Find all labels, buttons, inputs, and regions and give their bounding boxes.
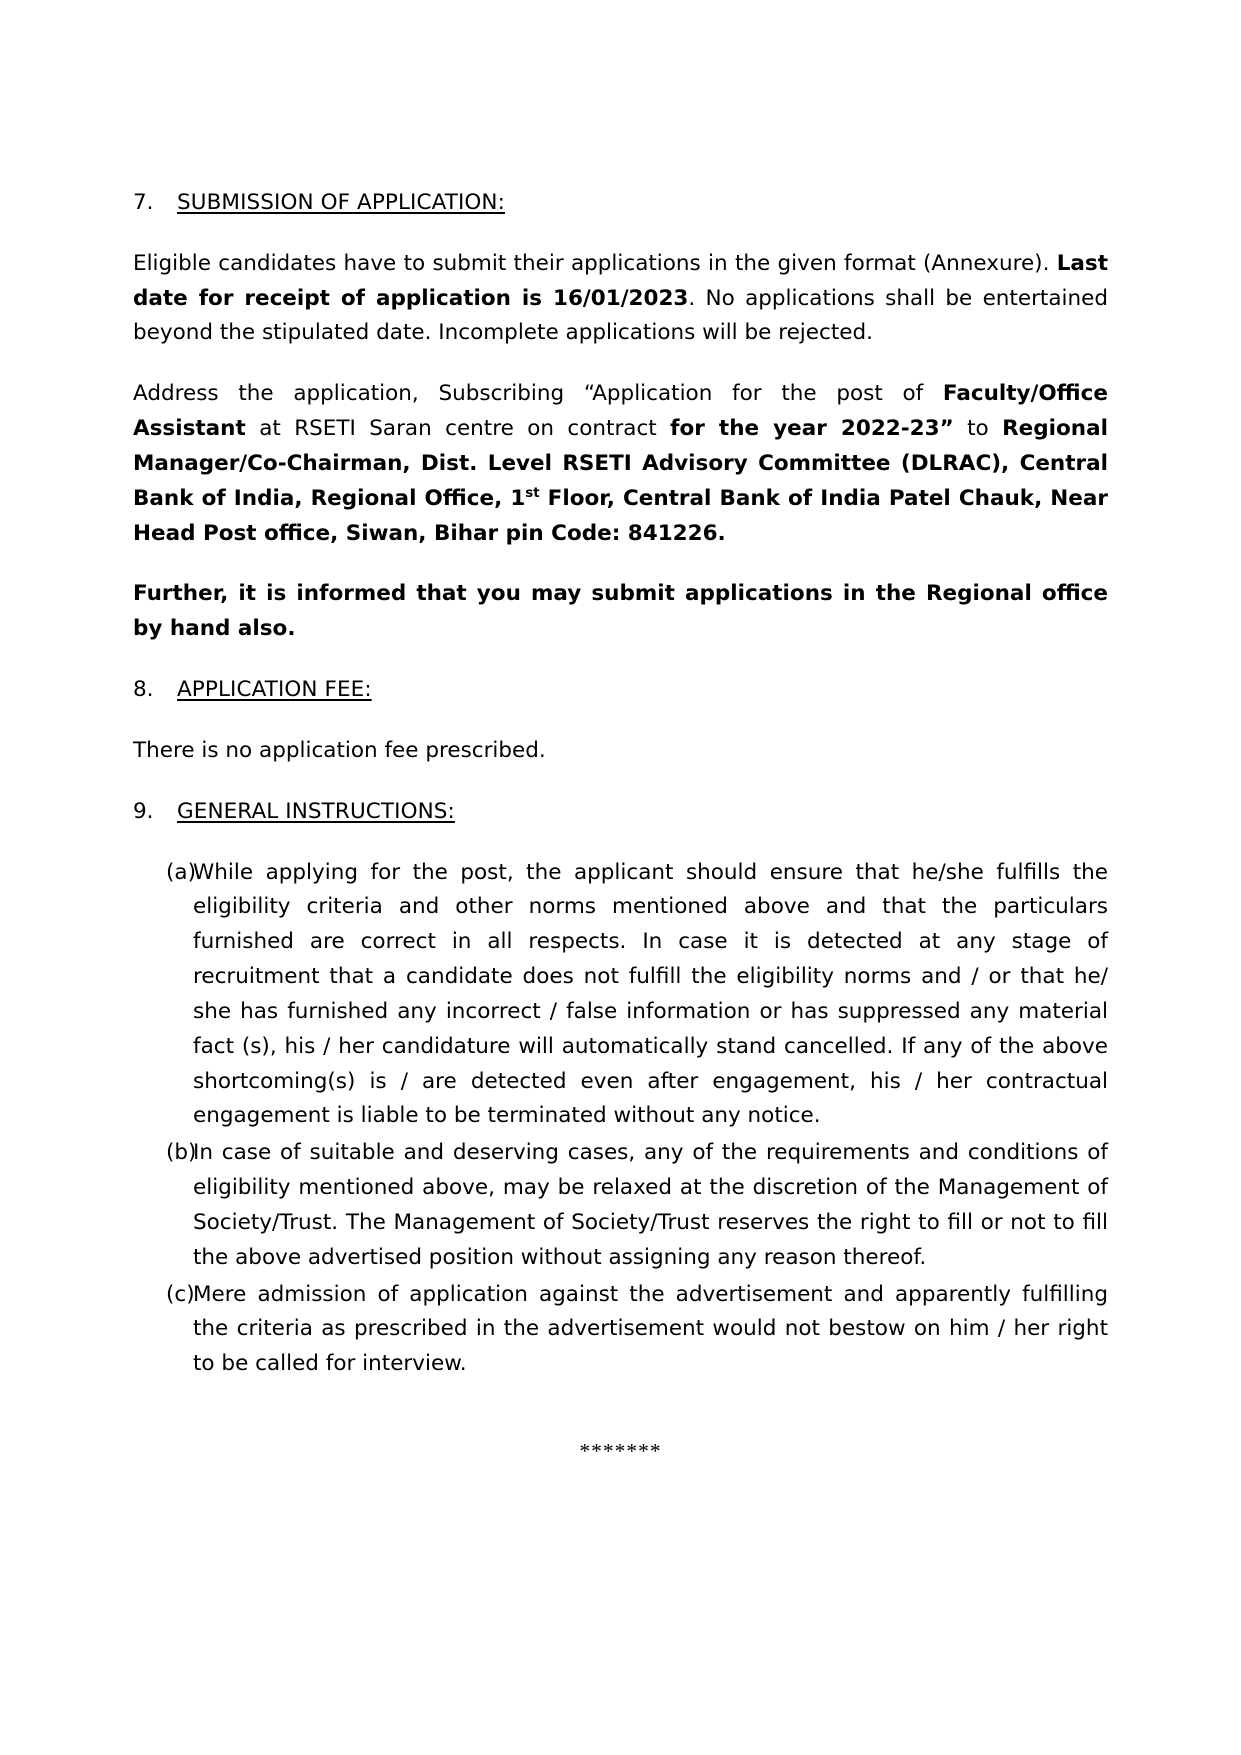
general-instructions-list xyxy=(133,856,1108,1382)
list-item xyxy=(133,856,1108,1135)
address-year-bold: for the year 2022-23” xyxy=(670,416,954,442)
list-item-marker: (b) xyxy=(166,1140,197,1166)
submission-paragraph-further xyxy=(133,577,1108,647)
application-fee-text: There is no application fee prescribed. xyxy=(133,737,546,763)
list-item xyxy=(133,1278,1108,1382)
section-heading-application-fee xyxy=(133,673,1108,708)
further-note-bold: Further, it is informed that you may submit applications in the Regional office by hand also. xyxy=(133,581,1108,642)
list-item-text: Mere admission of application against the advertisement and apparently fulfilling the criteria as prescribed in the advertisement would not bestow on him / her right to be called for interview. xyxy=(193,1281,1108,1377)
section-title: APPLICATION FEE: xyxy=(177,677,372,703)
document-content xyxy=(133,186,1108,1469)
list-item-marker: (c) xyxy=(166,1281,195,1307)
address-post-bold: Faculty/Office Assistant xyxy=(133,381,1108,442)
section-number: 8. xyxy=(133,677,154,703)
submission-paragraph-deadline xyxy=(133,247,1108,351)
list-item xyxy=(133,1136,1108,1275)
deadline-date-bold: Last date for receipt of application is 16/01/2023 xyxy=(133,250,1108,311)
section-heading-general-instructions xyxy=(133,795,1108,830)
deadline-text-tail: . No applications shall be entertained beyond the stipulated date. Incomplete applications will be rejected. xyxy=(133,285,1109,346)
address-to: to xyxy=(953,416,1003,442)
section-number: 9. xyxy=(133,798,154,824)
address-authority-bold-a: Regional Manager/Co-Chairman, Dist. Level RSETI Advisory Committee (DLRAC), Central Bank of India, Regional Office, 1 xyxy=(133,416,1108,511)
address-lead: Address the application, Subscribing “Application for the post of xyxy=(133,381,943,407)
address-mid: at RSETI Saran centre on contract xyxy=(245,416,671,442)
section-title: SUBMISSION OF APPLICATION: xyxy=(177,190,505,215)
address-authority-bold-b: Floor, Central Bank of India Patel Chauk, Near Head Post office, Siwan, Bihar pin Code: 841226. xyxy=(133,485,1108,546)
section-number: 7. xyxy=(133,190,154,215)
footer-separator: ******* xyxy=(579,1439,662,1464)
list-item-text: While applying for the post, the applicant should ensure that he/she fulfills the eligibility criteria and other norms mentioned above and that the particulars furnished are correct in all respects. In case it is detected at any stage of recruitment that a candidate does not fulfill the eligibility norms and / or that he/ she has furnished any incorrect / false information or has suppressed any material fact (s), his / her candidature will automatically stand cancelled. If any of the above shortcoming(s) is / are detected even after engagement, his / her contractual engagement is liable to be terminated without any notice. xyxy=(193,859,1108,1129)
deadline-text-lead: Eligible candidates have to submit their applications in the given format (Annexure). xyxy=(133,250,1057,276)
section-heading-submission xyxy=(133,186,1108,221)
list-item-marker: (a) xyxy=(166,859,196,885)
submission-paragraph-address xyxy=(133,377,1108,551)
section-title: GENERAL INSTRUCTIONS: xyxy=(177,798,455,824)
list-item-text: In case of suitable and deserving cases, any of the requirements and conditions of eligibility mentioned above, may be relaxed at the discretion of the Management of Society/Trust. The Management of Society/Trust reserves the right to fill or not to fill the above advertised position without assigning any reason thereof. xyxy=(193,1140,1108,1270)
ordinal-suffix: st xyxy=(525,485,540,501)
